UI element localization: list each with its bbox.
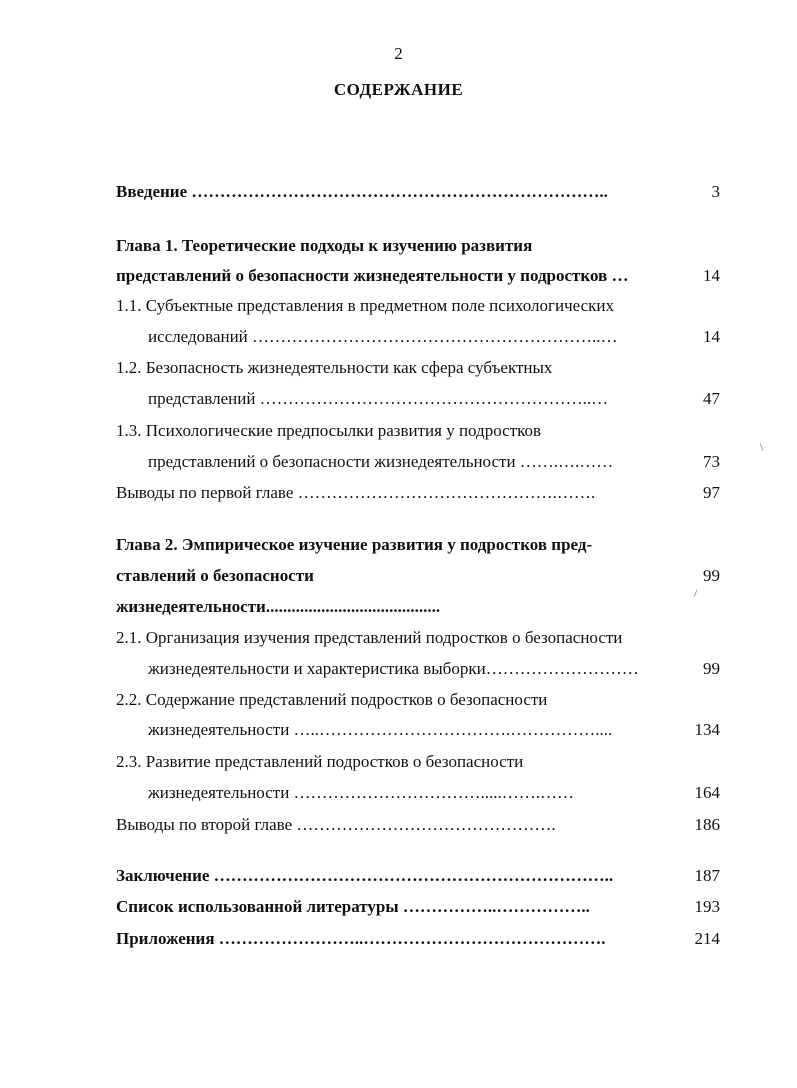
toc-section-2-3-page: 164: [694, 783, 720, 802]
toc-final: Заключение ……………………………………………………………..: [116, 866, 614, 885]
page-number: 2: [394, 44, 403, 63]
toc-section-1-1: 1.1. Субъектные представления в предметном поле психологических: [116, 296, 615, 315]
toc-section-1-2-page: 47: [703, 389, 720, 408]
toc-chapter-1-title: Глава 1. Теоретические подходы к изучению развития: [116, 236, 533, 255]
toc-chapter-2-title: Глава 2. Эмпирическое изучение развития у подростков пред-: [116, 535, 593, 554]
toc-chapter-2-conclusions-page: 186: [694, 815, 720, 834]
toc-section-2-1-page: 99: [703, 659, 720, 678]
toc-chapter-1-conclusions-page: 97: [703, 483, 720, 502]
toc-section-2-1: 2.1. Организация изучения представлений подростков о безопасности: [116, 628, 623, 647]
toc-section-1-3: 1.3. Психологические предпосылки развития у подростков: [116, 421, 542, 440]
page-title: СОДЕРЖАНИЕ: [333, 80, 464, 99]
toc-chapter-2-conclusions: Выводы по второй главе ……………………………………….: [116, 815, 556, 834]
toc-section-2-2-page: 134: [694, 720, 720, 739]
toc-section-1-3-cont: представлений о безопасности жизнедеятельности …….….……: [148, 452, 614, 471]
toc-final-page: 187: [694, 866, 720, 885]
toc-section-2-1-cont: жизнедеятельности и характеристика выборки………………………: [148, 659, 639, 678]
toc-chapter-2-title-cont: ставлений о безопасности: [116, 566, 314, 585]
toc-section-1-2-cont: представлений …………………………………………………..…: [148, 389, 609, 408]
toc-section-1-1-cont: исследований ……………………………………………………..…: [148, 327, 618, 346]
toc-section-1-2: 1.2. Безопасность жизнедеятельности как сфера субъектных: [116, 358, 553, 377]
scan-mark: /: [694, 586, 698, 600]
toc-section-2-3: 2.3. Развитие представлений подростков о безопасности: [116, 752, 524, 771]
scan-mark: \: [760, 440, 764, 454]
toc-section-2-2: 2.2. Содержание представлений подростков о безопасности: [116, 690, 548, 709]
toc-intro-page: 3: [711, 182, 720, 201]
toc-chapter-1-title-cont: представлений о безопасности жизнедеятельности у подростков …: [116, 266, 629, 285]
toc-intro: Введение ………………………………………………………………..: [116, 182, 608, 201]
toc-section-1-1-page: 14: [703, 327, 720, 346]
toc-references: Список использованной литературы ……………..……………..: [116, 897, 590, 916]
toc-section-2-2-cont: жизнедеятельности …..…………………………….……………....: [148, 720, 613, 739]
toc-section-2-3-cont: жизнедеятельности …………………………….....…….……: [148, 783, 575, 802]
toc-section-1-3-page: 73: [703, 452, 720, 471]
toc-chapter-1-conclusions: Выводы по первой главе ……………………………………….…….: [116, 483, 596, 502]
toc-chapter-2-page: 99: [703, 566, 720, 585]
toc-appendix-page: 214: [694, 929, 720, 948]
toc-chapter-2-title-cont-2: жизнедеятельности.........................................: [116, 597, 441, 616]
toc-chapter-1-page: 14: [703, 266, 720, 285]
toc-appendix: Приложения ……………………..…………………………………….: [116, 929, 606, 948]
toc-references-page: 193: [694, 897, 720, 916]
